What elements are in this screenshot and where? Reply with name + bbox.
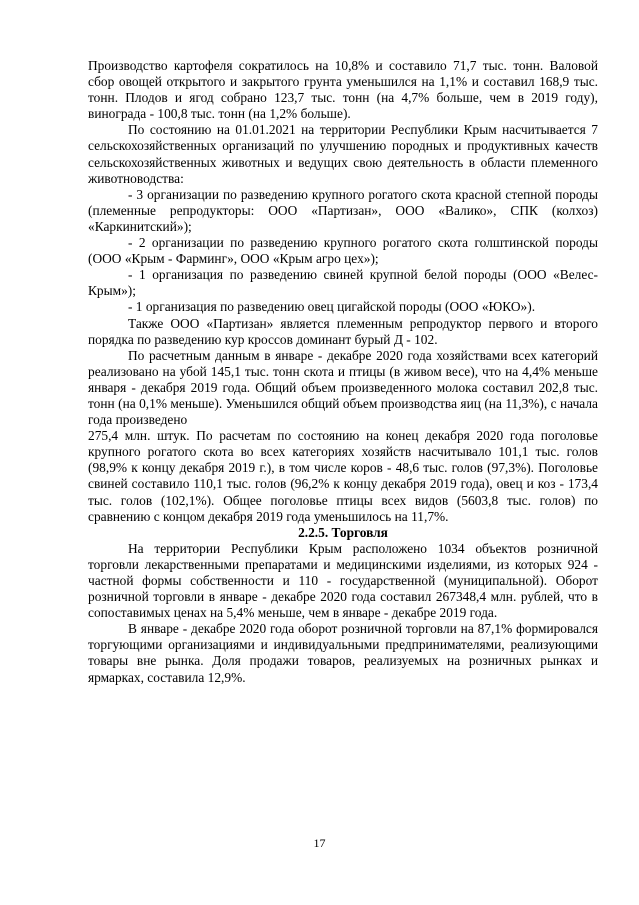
paragraph-retail-structure: В январе - декабре 2020 года оборот розничной торговли на 87,1% формировался торгующими организациями и индивидуальными предпринимателями, реализующими товары вне рынка. Доля продажи товаров, реализуемых на розничных рынках и ярмарках, составила 12,9%. bbox=[88, 621, 598, 685]
paragraph-livestock-headcount: 275,4 млн. штук. По расчетам по состоянию на конец декабря 2020 года поголовье крупного рогатого скота во всех категориях хозяйств насчитывало 101,1 тыс. голов (98,9% к концу декабря 2019 г.), в том числе коров - 48,6 тыс. голов (97,3%). Поголовье свиней составило 110,1 тыс. голов (96,2% к концу декабря 2019 года), овец и коз - 173,4 тыс. голов (102,1%). Общее поголовье птицы всех видов (5603,8 тыс. голов) по сравнению с концом декабря 2019 года уменьшилось на 11,7%. bbox=[88, 428, 598, 524]
list-item-cattle-holstein: - 2 организации по разведению крупного рогатого скота голштинской породы (ООО «Крым - Фарминг», ООО «Крым агро цех»); bbox=[88, 235, 598, 267]
paragraph-pharmacy-retail: На территории Республики Крым расположено 1034 объектов розничной торговли лекарственными препаратами и медицинскими изделиями, из которых 924 - частной формы собственности и 110 - государственной (муниципальной). Оборот розничной торговли в январе - декабре 2020 года составил 267348,4 млн. рублей, что в сопоставимых ценах на 5,4% меньше, чем в январе - декабре 2019 года. bbox=[88, 540, 598, 621]
paragraph-poultry-reproducer: Также ООО «Партизан» является племенным репродуктор первого и второго порядка по разведению кур кроссов доминант бурый Д - 102. bbox=[88, 315, 598, 347]
paragraph-potato-vegetables: Производство картофеля сократилось на 10,8% и составило 71,7 тыс. тонн. Валовой сбор овощей открытого и закрытого грунта уменьшился на 1,1% и составил 168,9 тыс. тонн. Плодов и ягод собрано 123,7 тыс. тонн (на 4,7% больше, чем в 2019 году), винограда - 100,8 тыс. тонн (на 1,2% больше). bbox=[88, 58, 598, 122]
list-item-pigs: - 1 организация по разведению свиней крупной белой породы (ООО «Велес-Крым»); bbox=[88, 267, 598, 299]
section-heading-trade: 2.2.5. Торговля bbox=[298, 524, 388, 540]
page-number: 17 bbox=[313, 836, 326, 850]
document-page bbox=[88, 58, 598, 686]
list-item-cattle-red-steppe: - 3 организации по разведению крупного рогатого скота красной степной породы (племенные репродукторы: ООО «Партизан», ООО «Валико», СПК (колхоз) «Каркинитский»); bbox=[88, 186, 598, 234]
paragraph-breeding-organizations: По состоянию на 01.01.2021 на территории Республики Крым насчитывается 7 сельскохозяйственных организаций по улучшению породных и продуктивных качеств сельскохозяйственных животных и ведущих свою деятельность в области племенного животноводства: bbox=[88, 122, 598, 186]
paragraph-livestock-production: По расчетным данным в январе - декабре 2020 года хозяйствами всех категорий реализовано на убой 145,1 тыс. тонн скота и птицы (в живом весе), что на 4,4% меньше января - декабря 2019 года. Общий объем произведенного молока составил 202,8 тыс. тонн (на 0,1% меньше). Уменьшился общий объем производства яиц (на 11,3%), с начала года произведено bbox=[88, 347, 598, 428]
list-item-sheep: - 1 организация по разведению овец цигайской породы (ООО «ЮКО»). bbox=[128, 299, 536, 315]
